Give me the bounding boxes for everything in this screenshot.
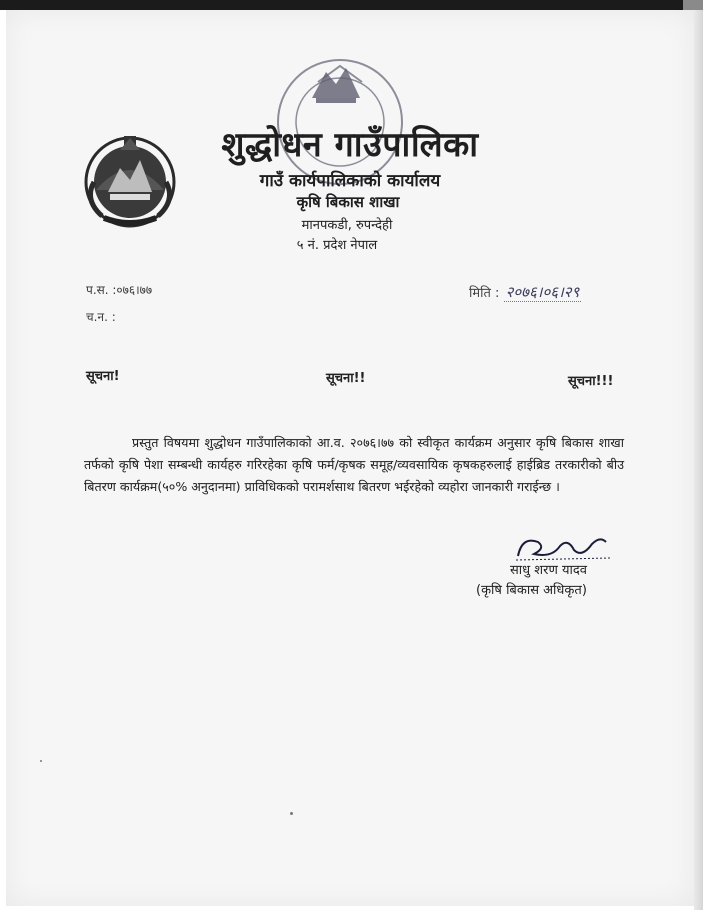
dispatch-number: च.न. : — [86, 310, 116, 324]
date-field — [469, 282, 581, 302]
notice-paragraph: प्रस्तुत विषयमा शुद्धोधन गाउँपालिकाको आ.व. २०७६।७७ को स्वीकृत कार्यक्रम अनुसार कृषि बिकास शाखा तर्फको कृषि पेशा सम्बन्धी कार्यहरु गरिरहेका कृषि फर्म/कृषक समूह/व्यवसायिक कृषकहरुलाई हाईब्रिड तरकारीको बीउ बितरण कार्यक्रम(५०% अनुदानमा) प्राविधिकको परामर्शसाथ बितरण भईरहेको व्यहोरा जानकारी गराईन्छ । — [84, 435, 624, 494]
scan-speck — [40, 760, 42, 762]
signatory-title: (कृषि बिकास अधिकृत) — [476, 583, 587, 598]
office-name: गाउँ कार्यपालिकाको कार्यालय — [259, 171, 441, 191]
notice-heading-right: सूचना!!! — [568, 374, 614, 389]
date-label: मिति : — [469, 286, 500, 301]
address-line: मानपकडी, रुपन्देही — [301, 218, 393, 233]
signatory-name: साधु शरण यादव — [510, 563, 588, 578]
date-value: २०७६।०६।२९ — [505, 283, 580, 301]
stamp-inner-emblem-icon — [306, 58, 366, 108]
municipality-title: शुद्धोधन गाउँपालिका — [221, 125, 479, 165]
government-emblem-icon — [80, 130, 180, 230]
notice-heading-center: सूचना!! — [326, 371, 366, 386]
scan-speck — [290, 812, 293, 815]
branch-name: कृषि बिकास शाखा — [296, 193, 400, 211]
notice-body — [84, 432, 624, 498]
scan-top-border — [0, 0, 703, 10]
reference-number: प.स. :०७६।७७ — [86, 283, 153, 297]
notice-heading-left: सूचना! — [86, 369, 120, 384]
province-line: ५ नं. प्रदेश नेपाल — [296, 238, 378, 253]
page-edge-shadow — [694, 10, 703, 910]
